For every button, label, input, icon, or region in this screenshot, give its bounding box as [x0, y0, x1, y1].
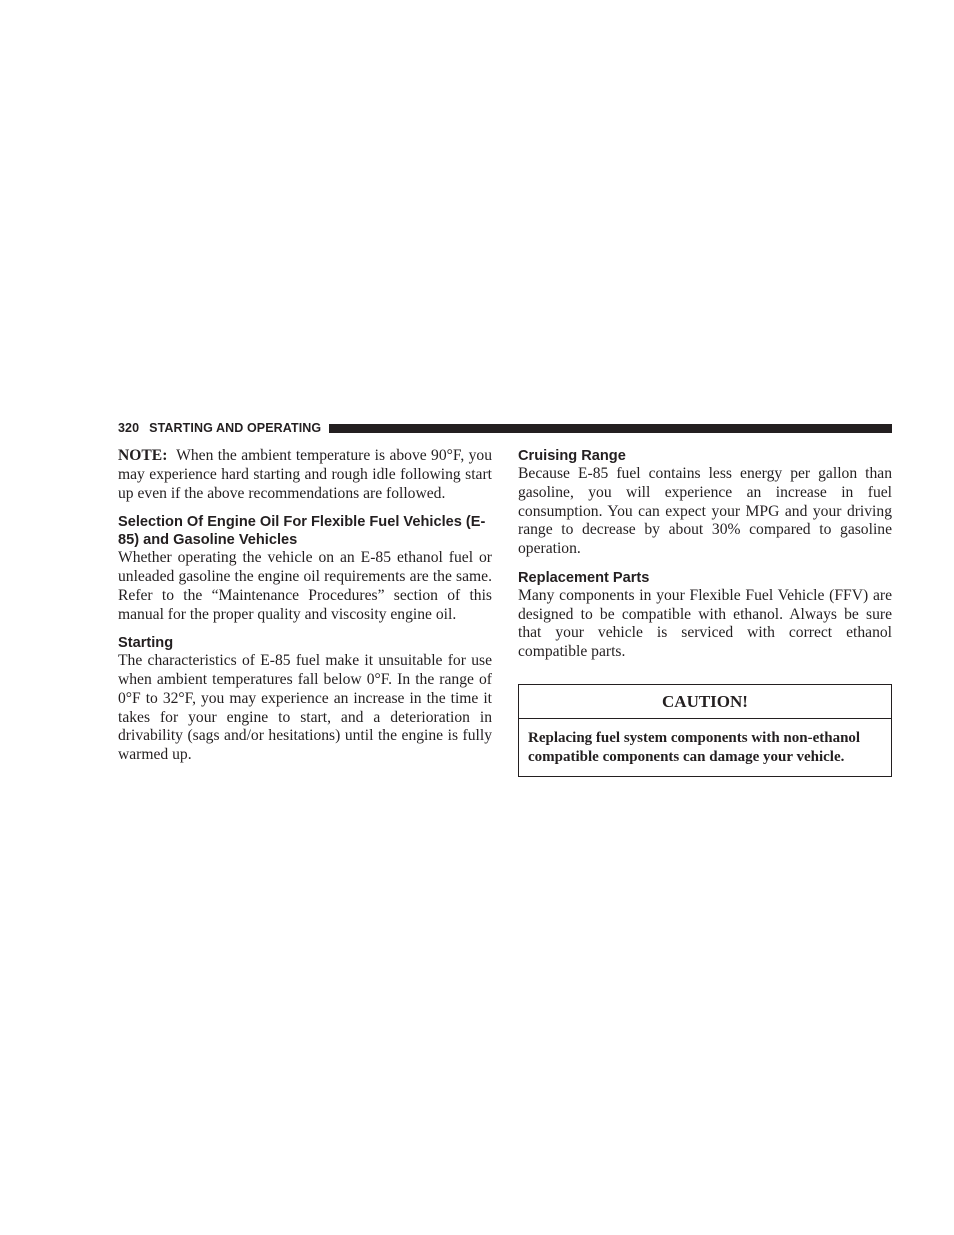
engine-oil-heading: Selection Of Engine Oil For Flexible Fuel Vehicles (E-85) and Gasoline Vehicles [118, 514, 486, 549]
engine-oil-paragraph: Whether operating the vehicle on an E-85 ethanol fuel or unleaded gasoline the engine oil requirements are the same. Refer to the “Maintenance Procedures” section of this manual for the proper quality and viscosity engine oil. [118, 549, 492, 623]
caution-box [518, 684, 892, 777]
section-title: STARTING AND OPERATING [149, 421, 322, 435]
right-column [518, 447, 892, 777]
page-number: 320 [118, 421, 140, 435]
starting-paragraph: The characteristics of E-85 fuel make it unsuitable for use when ambient temperatures fall below 0°F. In the range of 0°F to 32°F, you may experience an increase in the time it takes for your engine to start, and a deterioration in drivability (sags and/or hesitations) until the engine is fully warmed up. [118, 652, 492, 763]
cruising-range-heading: Cruising Range [518, 448, 626, 464]
note-label: NOTE: [118, 447, 168, 464]
note-text: When the ambient temperature is above 90°F, you may experience hard starting and rough idle following start up even if the above recommendations are followed. [118, 447, 492, 502]
header-rule [329, 424, 892, 433]
cruising-range-paragraph: Because E-85 fuel contains less energy per gallon than gasoline, you will experience an increase in fuel consumption. You can expect your MPG and your driving range to decrease by about 30% compared to gasoline operation. [518, 465, 892, 557]
starting-heading: Starting [118, 635, 174, 652]
caution-text: Replacing fuel system components with non-ethanol compatible components can damage your vehicle. [528, 729, 861, 765]
caution-title: CAUTION! [519, 685, 891, 719]
replacement-parts-heading: Replacement Parts [518, 569, 650, 586]
note-paragraph [118, 447, 492, 503]
replacement-parts-paragraph: Many components in your Flexible Fuel Vehicle (FFV) are designed to be compatible with ethanol. Always be sure that your vehicle is serviced with correct ethanol compatible parts. [518, 586, 892, 660]
left-column [118, 447, 492, 765]
page-header [118, 418, 892, 438]
